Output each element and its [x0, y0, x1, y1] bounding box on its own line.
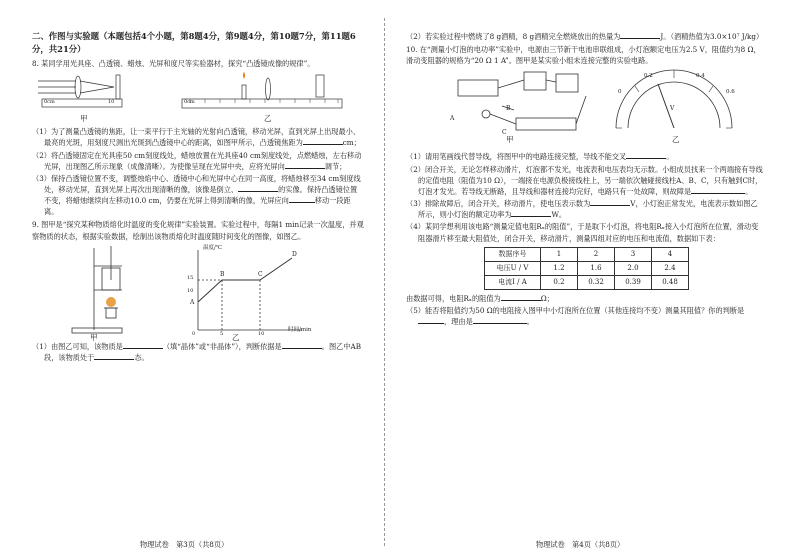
q10-part5: （5）能否将阻值约为50 Ω的电阻接入图甲中小灯泡所在位置（其他连接均不变）测量其阻值？你的判断是，理由是 。	[406, 305, 745, 327]
answer-blank[interactable]	[282, 342, 322, 349]
question-10	[406, 44, 764, 327]
table-row: 电流I / A 0.2 0.32 0.39 0.48	[485, 275, 689, 289]
q8-part1: （1）为了测量凸透镜的焦距，让一束平行于主光轴的光射向凸透镜，移动光屏，直到光屏上出现最小、最亮的光斑，用刻度尺测出光斑到凸透镜中心的距离，如图甲所示，凸透镜焦距为 cm；	[32, 127, 361, 148]
answer-blank[interactable]	[626, 152, 666, 159]
point-d: D	[292, 250, 297, 258]
x-tick: 5	[220, 330, 224, 337]
ammeter-dial	[616, 70, 732, 128]
fig-label-yi: 乙	[264, 114, 272, 124]
rheostat	[458, 80, 498, 96]
answer-blank[interactable]	[123, 342, 163, 349]
y-tick: 10	[187, 287, 194, 294]
ruler-label: 0cm	[44, 99, 55, 106]
page-4	[392, 0, 794, 560]
q10-part3: （3）排除故障后，闭合开关，移动滑片，使电压表示数为 V，小灯泡正常发光，电流表示数如图乙所示，则小灯泡的额定功率为 W。	[406, 199, 758, 220]
q8-part2: （2）将凸透镜固定在光具座50 cm刻度线处，蜡烛放置在光具座40 cm刻度线处，点燃蜡烛，左右移动光屏，出现图乙所示现象（成像清晰）。为使像呈现在光屏中央，应将光屏向 调节；	[32, 150, 362, 171]
table-header-row: 数据序号 1 2 3 4	[485, 247, 689, 261]
q9-figures	[32, 242, 364, 340]
q10-part4: （4）某同学想利用该电路“测量定值电阻Rₓ的阻值”，于是取下小灯泡，将电阻Rₓ接入小灯泡所在位置，滑动变阻器滑片移至最大阻值处，闭合开关，移动滑片，测量四组对应的电压和电流值，数据如下表：	[406, 222, 759, 243]
dial-tick: 0.6	[726, 89, 735, 96]
bench-ruler-label: 0cm	[184, 99, 195, 106]
q8-part3: （3）保持凸透镜位置不变，调整烛焰中心、透镜中心和光屏中心在同一高度，将蜡烛移至34 cm刻度线处，移动光屏，直到光屏上再次出现清晰的像，该像是倒立、 的实像。保持凸透镜位置不变，将蜡烛继续向左移动10.0 cm，仍要在光屏上得到清晰的像，光屏应向 移动一段距离。	[32, 173, 361, 217]
fig-label-yi: 乙	[672, 135, 680, 145]
page-footer: 物理试卷 第4页（共8页）	[536, 539, 625, 549]
q9-stem: 9. 图甲是“探究某种物质熔化时温度的变化规律”实验装置。实验过程中，每隔1 min记录一次温度，并观察物质的状态，根据实验数据，绘制出该物质熔化时温度随时间变化的图像，如图乙。	[32, 220, 364, 241]
q9-part2: （2）若实验过程中燃烧了8 g酒精，8 g酒精完全燃烧放出的热量为 J。（酒精热值为3.0×10⁷ J/kg）	[406, 32, 764, 41]
answer-blank[interactable]	[285, 162, 325, 169]
battery	[516, 118, 576, 130]
point-a: A	[190, 298, 195, 306]
fig-label-jia: 甲	[80, 114, 88, 124]
origin: 0	[192, 330, 196, 337]
answer-blank[interactable]	[620, 32, 660, 39]
section-title: 二、作图与实验题（本题包括4个小题，第8题4分，第9题4分，第10题7分，第11题6分，共21分）	[32, 31, 356, 55]
ammeter	[524, 72, 546, 90]
point-c: C	[258, 270, 263, 278]
answer-blank[interactable]	[691, 187, 745, 194]
dial-tick: 0	[618, 89, 622, 96]
page-3	[0, 0, 380, 560]
dial-tick: 0.2	[644, 73, 653, 80]
lamp	[482, 110, 490, 118]
graph-y-label: 温度/℃	[203, 244, 223, 251]
question-9	[32, 219, 364, 363]
ruler-label-end: 10	[108, 99, 115, 106]
answer-blank[interactable]	[238, 185, 278, 192]
answer-blank[interactable]	[289, 196, 315, 203]
q9-part1: （1）由图乙可知，该物质是 （填“晶体”或“非晶体”），判断依据是 。图乙中AB段，该物质处于 态。	[32, 341, 361, 362]
q8-figures	[32, 69, 364, 125]
y-tick: 15	[187, 274, 194, 281]
voltmeter	[556, 74, 578, 92]
answer-blank[interactable]	[94, 353, 134, 360]
answer-blank[interactable]	[501, 294, 541, 301]
graph-x-label: 时间/min	[288, 326, 312, 333]
dial-tick: 0.4	[696, 73, 705, 80]
answer-blank[interactable]	[511, 210, 551, 217]
point-b: B	[220, 270, 225, 278]
flame-icon	[106, 297, 116, 307]
x-tick: 10	[258, 330, 265, 337]
answer-blank[interactable]	[418, 317, 444, 324]
fig-label-yi: 乙	[232, 332, 240, 342]
dial-unit: V	[670, 105, 675, 113]
q10-figures: A B C 0 0.2 0.4 0.6 V 甲 乙	[406, 66, 764, 150]
answer-blank[interactable]	[473, 317, 527, 324]
q10-stem: 10. 在“测量小灯泡的电功率”实验中，电源由三节新干电池串联组成，小灯泡额定电压为2.5 V，阻值约为8 Ω，滑动变阻器的规格为“20 Ω 1 A”。图甲是某实验小组未连接完整的实验电路。	[406, 45, 761, 66]
page-divider	[384, 18, 385, 546]
answer-blank[interactable]	[590, 199, 630, 206]
answer-blank[interactable]	[303, 138, 343, 145]
q10-part1: （1）请用笔画线代替导线，将图甲中的电路连接完整，导线不能交叉 。	[406, 152, 674, 162]
q10-part2: （2）闭合开关，无论怎样移动滑片，灯泡都不发光，电流表和电压表均无示数。小组成员找来一个两端接有导线的定值电阻（阻值为10 Ω），一端接在电源负极接线柱上，另一端依次触碰接线柱A、B、C，只有触到C时，灯泡才发光。若导线无断路，且导线和器材连接均完好，电路只有一处故障，则故障是 。	[406, 164, 763, 196]
q10-part4b: 由数据可得，电阻Rₓ的阻值为 Ω；	[406, 293, 554, 303]
fig-label-jia: 甲	[90, 332, 98, 342]
temperature-graph	[198, 250, 302, 330]
flame-icon	[243, 72, 245, 79]
table-row: 电压U / V 1.2 1.6 2.0 2.4	[485, 261, 689, 275]
question-8	[32, 58, 364, 217]
page-footer: 物理试卷 第3页（共8页）	[140, 539, 229, 549]
data-table	[484, 247, 689, 290]
melting-apparatus	[32, 242, 362, 340]
q8-stem: 8. 某同学用光具座、凸透镜、蜡烛、光屏和度尺等实验器材，探究“凸透镜成像的规律”。	[32, 59, 315, 69]
fig-label-jia: 甲	[506, 135, 514, 145]
